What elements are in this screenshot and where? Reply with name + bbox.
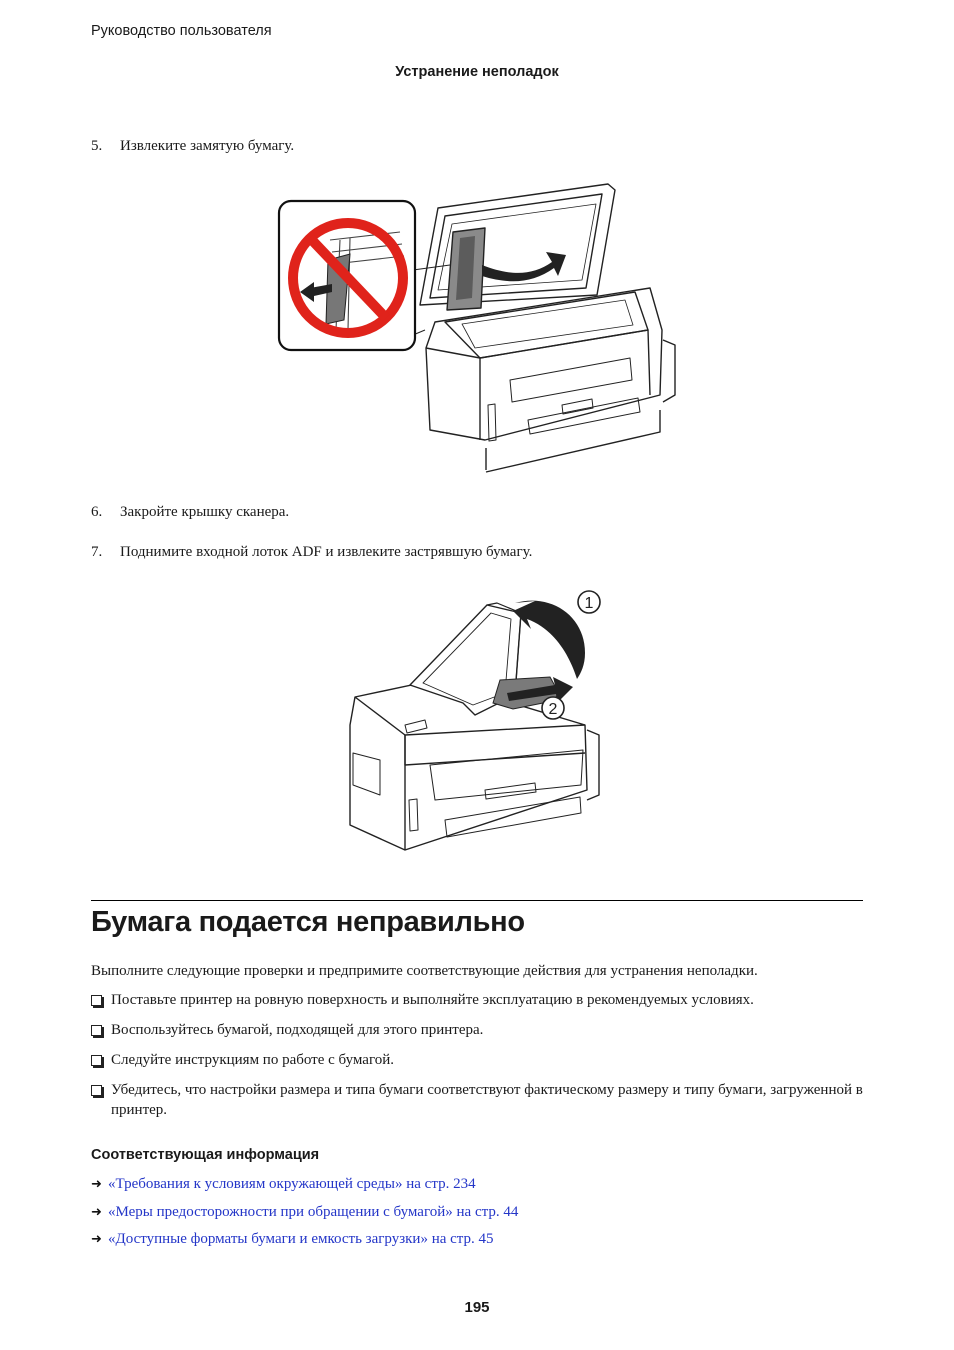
related-link-environment[interactable]: «Требования к условиям окружающей среды» на стр. 234 bbox=[108, 1176, 476, 1192]
related-link-paper-handling[interactable]: «Меры предосторожности при обращении с бумагой» на стр. 44 bbox=[108, 1203, 519, 1220]
step-7 bbox=[91, 542, 532, 562]
running-header-section: Устранение неполадок bbox=[395, 64, 559, 80]
checkbox-icon bbox=[91, 1025, 102, 1036]
arrow-right-icon: ➜ bbox=[91, 1177, 102, 1192]
adf-jam-illustration bbox=[345, 585, 610, 865]
step-number: 6. bbox=[91, 504, 103, 520]
related-info-title: Соответствующая информация bbox=[91, 1147, 320, 1163]
callout-2 bbox=[542, 697, 564, 719]
running-header-title: Руководство пользователя bbox=[91, 23, 272, 39]
related-link-item bbox=[91, 1202, 518, 1223]
checklist bbox=[91, 990, 863, 1130]
svg-text:1: 1 bbox=[584, 595, 594, 612]
checkbox-icon bbox=[91, 1055, 102, 1066]
step-number: 7. bbox=[91, 544, 103, 560]
checkbox-icon bbox=[91, 995, 102, 1006]
scanner-jam-illustration bbox=[270, 180, 690, 480]
arrow-right-icon: ➜ bbox=[91, 1232, 102, 1247]
svg-text:2: 2 bbox=[548, 701, 558, 718]
related-link-item bbox=[91, 1229, 518, 1250]
checklist-item: Поставьте принтер на ровную поверхность и выполняйте эксплуатацию в рекомендуемых условиях. bbox=[91, 990, 863, 1010]
page-number: 195 bbox=[464, 1299, 490, 1316]
section-intro: Выполните следующие проверки и предпримите соответствующие действия для устранения неполадки. bbox=[91, 963, 758, 979]
section-title: Бумага подается неправильно bbox=[91, 906, 525, 938]
checklist-item: Воспользуйтесь бумагой, подходящей для этого принтера. bbox=[91, 1020, 863, 1040]
step-6 bbox=[91, 502, 289, 522]
step-text: Поднимите входной лоток ADF и извлеките застрявшую бумагу. bbox=[120, 544, 533, 560]
step-text: Закройте крышку сканера. bbox=[120, 504, 290, 520]
step-text: Извлеките замятую бумагу. bbox=[120, 138, 295, 154]
checklist-item: Убедитесь, что настройки размера и типа бумаги соответствуют фактическому размеру и типу бумаги, загруженной в принтер. bbox=[91, 1080, 863, 1120]
step-number: 5. bbox=[91, 138, 103, 154]
step-5 bbox=[91, 136, 294, 156]
checklist-item: Следуйте инструкциям по работе с бумагой. bbox=[91, 1050, 863, 1070]
arrow-right-icon: ➜ bbox=[91, 1204, 102, 1220]
callout-1 bbox=[578, 591, 600, 613]
related-links bbox=[91, 1174, 518, 1257]
related-link-item bbox=[91, 1174, 518, 1195]
related-link-paper-formats[interactable]: «Доступные форматы бумаги и емкость загрузки» на стр. 45 bbox=[108, 1231, 494, 1247]
checkbox-icon bbox=[91, 1085, 102, 1096]
